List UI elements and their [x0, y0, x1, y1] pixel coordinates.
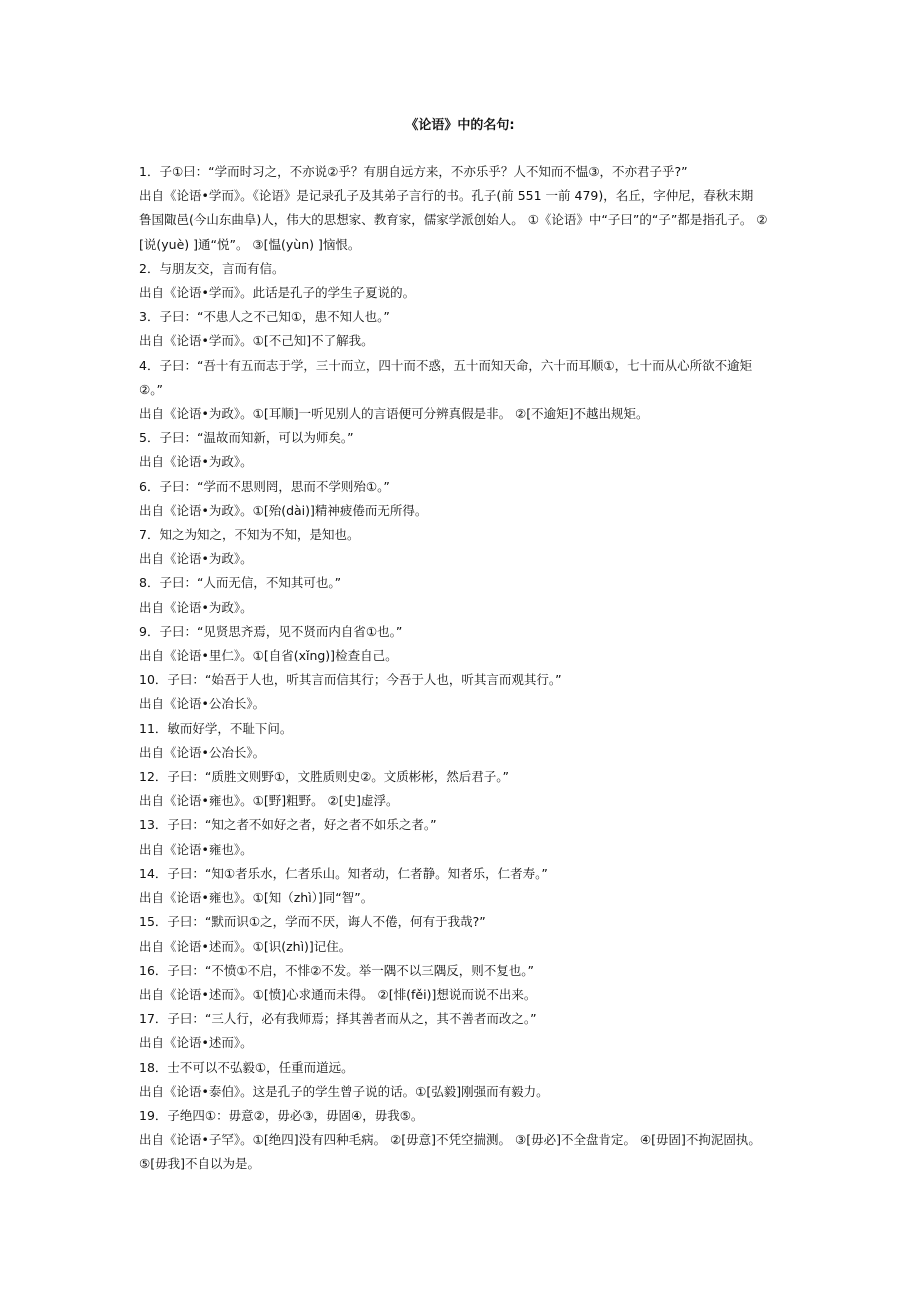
text-line: 出自《论语•公冶长》。	[139, 744, 266, 760]
text-line: 出自《论语•泰伯》。这是孔子的学生曾子说的话。①[弘毅]刚强而有毅力。	[139, 1083, 549, 1099]
text-line: 出自《论语•学而》。①[不己知]不了解我。	[139, 333, 374, 349]
text-line: 出自《论语•为政》。①[殆(dài)]精神疲倦而无所得。	[139, 502, 428, 518]
text-line: 出自《论语•学而》。此话是孔子的学生子夏说的。	[139, 285, 416, 301]
text-line: 19．子绝四①：毋意②，毋必③，毋固④，毋我⑤。	[139, 1107, 424, 1123]
text-line: 出自《论语•公冶长》。	[139, 696, 266, 712]
text-line: 出自《论语•学而》。《论语》是记录孔子及其弟子言行的书。孔子(前 551 一前 479)，名丘，字仲尼，春秋末期	[139, 188, 754, 204]
text-line: 3．子曰：“不患人之不己知①，患不知人也。”	[139, 309, 390, 325]
text-line: 2．与朋友交，言而有信。	[139, 260, 285, 276]
text-line: 鲁国陬邑(今山东曲阜)人，伟大的思想家、教育家，儒家学派创始人。 ①《论语》中“子曰”的“子”都是指孔子。 ②	[139, 212, 768, 228]
text-line: 出自《论语•述而》。①[识(zhì)]记住。	[139, 938, 352, 954]
text-line: 9．子曰：“见贤思齐焉，见不贤而内自省①也。”	[139, 623, 403, 639]
text-line: 10．子曰：“始吾于人也，听其言而信其行；今吾于人也，听其言而观其行。”	[139, 672, 562, 688]
text-line: 出自《论语•子罕》。①[绝四]没有四种毛病。 ②[毋意]不凭空揣测。 ③[毋必]不全盘肯定。 ④[毋固]不拘泥固执。	[139, 1132, 761, 1148]
text-line: 4．子曰：“吾十有五而志于学，三十而立，四十而不惑，五十而知天命，六十而耳顺①，七十而从心所欲不逾矩	[139, 357, 753, 373]
document-body	[139, 160, 794, 1177]
text-line: 出自《论语•雍也》。	[139, 841, 253, 857]
text-line: ②。”	[139, 381, 163, 397]
text-line: 12．子曰：“质胜文则野①，文胜质则史②。文质彬彬，然后君子。”	[139, 769, 510, 785]
text-line: 出自《论语•雍也》。①[知（zhì）]同“智”。	[139, 890, 374, 906]
text-line: [说(yuè) ]通“悦”。 ③[愠(yùn) ]恼恨。	[139, 236, 361, 252]
text-line: 出自《论语•述而》。①[愤]心求通而未得。 ②[悱(fěi)]想说而说不出来。	[139, 986, 537, 1002]
text-line: 15．子曰：“默而识①之，学而不厌，诲人不倦，何有于我哉?”	[139, 914, 486, 930]
text-line: 13．子曰：“知之者不如好之者，好之者不如乐之者。”	[139, 817, 437, 833]
page-title: 《论语》中的名句:	[405, 118, 515, 133]
text-line: 8．子曰：“人而无信，不知其可也。”	[139, 575, 342, 591]
text-line: 出自《论语•为政》。①[耳顺]一听见别人的言语便可分辨真假是非。 ②[不逾矩]不越出规矩。	[139, 406, 649, 422]
text-line: 17．子曰：“三人行，必有我师焉；择其善者而从之，其不善者而改之。”	[139, 1011, 537, 1027]
text-line: 出自《论语•为政》。	[139, 551, 253, 567]
text-line: 11．敏而好学，不耻下问。	[139, 720, 293, 736]
text-line: 7．知之为知之，不知为不知，是知也。	[139, 527, 360, 543]
text-line: 1．子①曰：“学而时习之，不亦说②乎？有朋自远方来，不亦乐乎？人不知而不愠③，不亦君子乎?”	[139, 164, 688, 179]
text-line: 出自《论语•为政》。	[139, 454, 253, 470]
text-line: 6．子曰：“学而不思则罔，思而不学则殆①。”	[139, 478, 390, 494]
text-line: 出自《论语•里仁》。①[自省(xǐng)]检查自己。	[139, 648, 398, 664]
text-line: 18．士不可以不弘毅①，任重而道远。	[139, 1059, 354, 1075]
text-line: 出自《论语•述而》。	[139, 1035, 253, 1051]
text-line: 14．子曰：“知①者乐水，仁者乐山。知者动，仁者静。知者乐，仁者寿。”	[139, 865, 548, 881]
text-line: 16．子曰：“不愤①不启，不悱②不发。举一隅不以三隅反，则不复也。”	[139, 962, 535, 978]
text-line: ⑤[毋我]不自以为是。	[139, 1156, 260, 1172]
text-line: 出自《论语•雍也》。①[野]粗野。 ②[史]虚浮。	[139, 793, 399, 809]
text-line: 5．子曰：“温故而知新，可以为师矣。”	[139, 430, 354, 446]
text-line: 出自《论语•为政》。	[139, 599, 253, 615]
